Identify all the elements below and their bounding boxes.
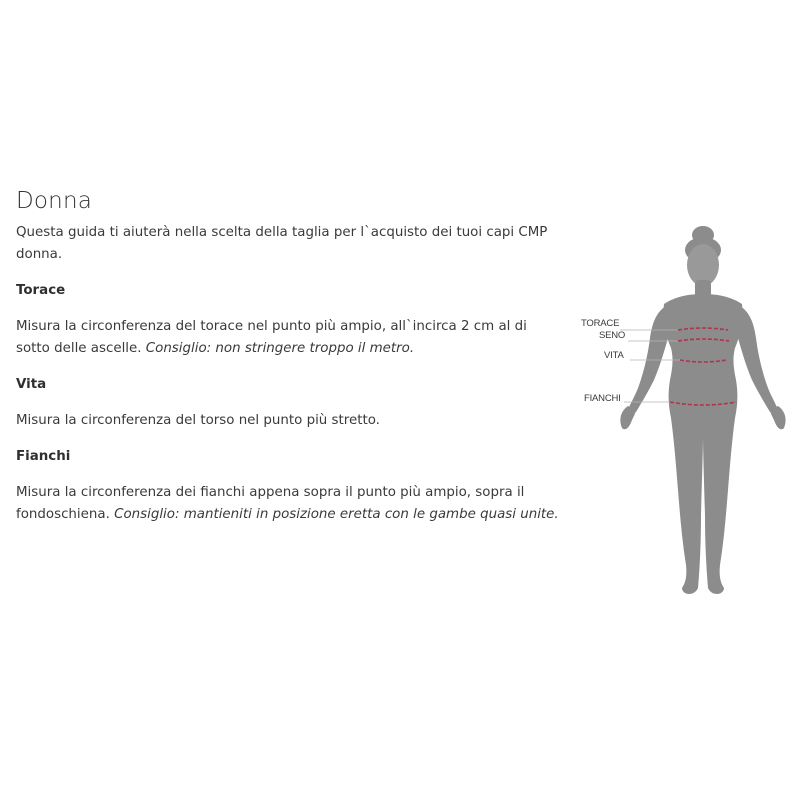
section-text-torace (16, 316, 561, 360)
female-body-silhouette-icon (572, 220, 792, 605)
size-guide (16, 188, 561, 540)
label-torace: TORACE (581, 318, 620, 329)
label-vita: VITA (604, 350, 624, 361)
section-heading-vita: Vita (16, 377, 47, 392)
section-body-torace: Misura la circonferenza del torace nel punto più ampio, all`incirca 2 cm al di sotto delle ascelle. (16, 319, 527, 356)
section-text-vita (16, 410, 561, 432)
section-text-fianchi (16, 482, 561, 526)
section-heading-torace: Torace (16, 283, 66, 298)
section-body-fianchi: Misura la circonferenza dei fianchi appena sopra il punto più ampio, sopra il fondoschiena. (16, 485, 525, 522)
label-seno: SENO (599, 330, 626, 341)
page-title: Donna (16, 188, 93, 214)
body-silhouette (620, 226, 785, 594)
female-body-figure (572, 220, 792, 605)
section-tip-fianchi: Consiglio: mantieniti in posizione eretta con le gambe quasi unite. (114, 507, 559, 522)
section-tip-torace: Consiglio: non stringere troppo il metro. (145, 341, 415, 356)
section-heading-fianchi: Fianchi (16, 449, 71, 464)
section-body-vita: Misura la circonferenza del torso nel punto più stretto. (16, 413, 380, 428)
intro-text: Questa guida ti aiuterà nella scelta della taglia per l`acquisto dei tuoi capi CMP donna. (16, 225, 548, 262)
label-fianchi: FIANCHI (584, 393, 621, 404)
